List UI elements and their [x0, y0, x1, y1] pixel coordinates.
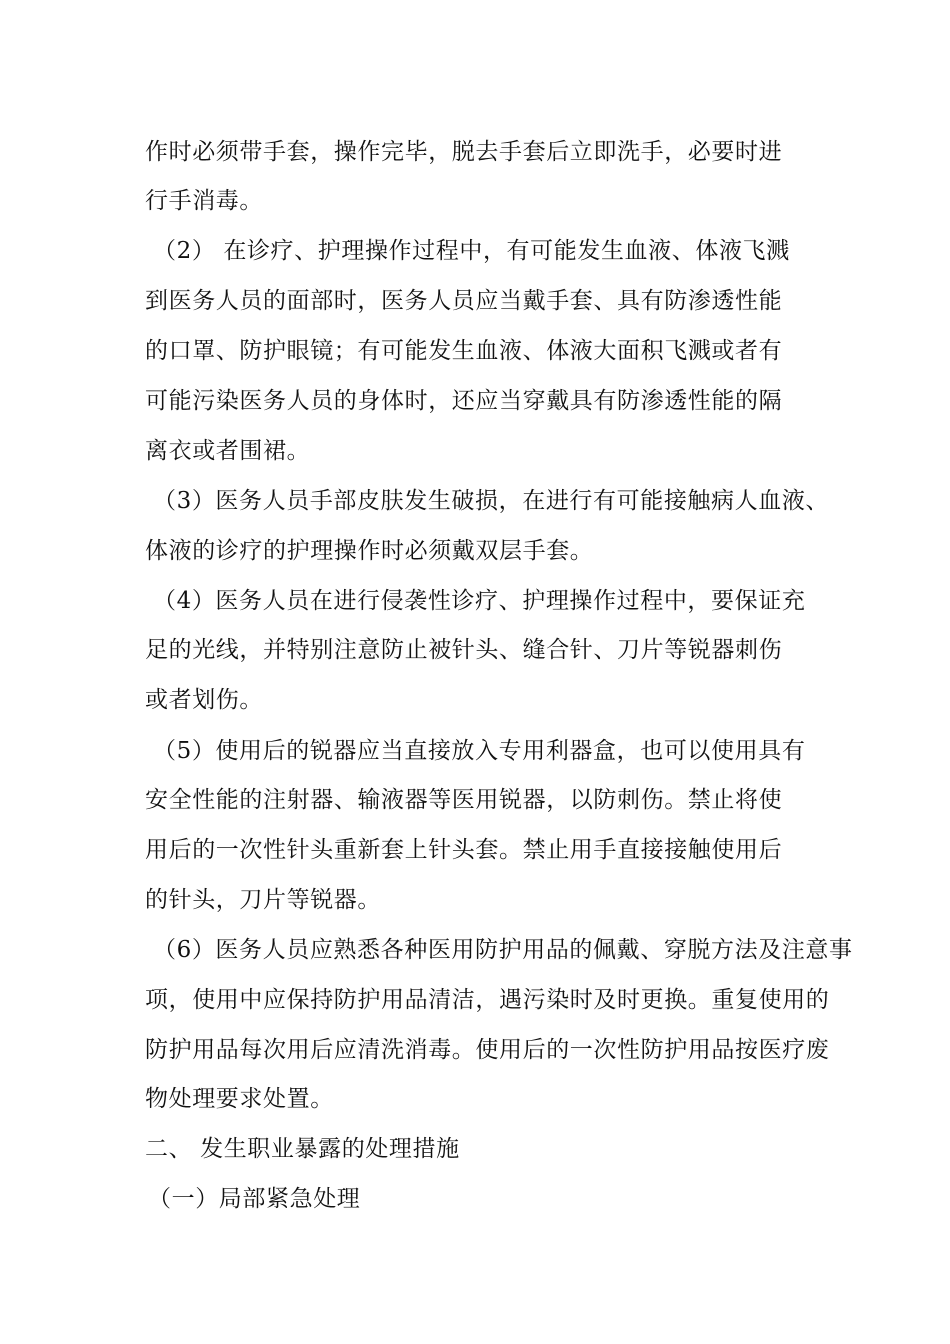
text-line: 物处理要求处置。 [145, 1086, 334, 1112]
text-line: 安全性能的注射器、输液器等医用锐器，以防刺伤。禁止将使 [145, 787, 783, 813]
text-line: 用后的一次性针头重新套上针头套。禁止用手直接接触使用后 [145, 837, 783, 863]
text-line: 的针头，刀片等锐器。 [145, 887, 381, 913]
text-line: 的口罩、防护眼镜；有可能发生血液、体液大面积飞溅或者有 [145, 338, 783, 364]
text-line: （4）医务人员在进行侵袭性诊疗、护理操作过程中，要保证充 [153, 588, 806, 614]
text-line: 作时必须带手套，操作完毕，脱去手套后立即洗手，必要时进 [145, 139, 783, 165]
section-heading: 二、 发生职业暴露的处理措施 [145, 1136, 460, 1162]
text-line: 足的光线，并特别注意防止被针头、缝合针、刀片等锐器刺伤 [145, 637, 783, 663]
text-line: （3）医务人员手部皮肤发生破损，在进行有可能接触病人血液、 [153, 488, 830, 514]
text-line: （5）使用后的锐器应当直接放入专用利器盒，也可以使用具有 [153, 738, 806, 764]
text-line: 可能污染医务人员的身体时，还应当穿戴具有防渗透性能的隔 [145, 388, 783, 414]
text-line: 体液的诊疗的护理操作时必须戴双层手套。 [145, 538, 594, 564]
text-line: 防护用品每次用后应清洗消毒。使用后的一次性防护用品按医疗废 [145, 1037, 830, 1063]
text-line: 离衣或者围裙。 [145, 438, 311, 464]
text-line: （2） 在诊疗、护理操作过程中，有可能发生血液、体液飞溅 [153, 238, 790, 264]
text-line: （6）医务人员应熟悉各种医用防护用品的佩戴、穿脱方法及注意事 [153, 937, 853, 963]
subsection-heading: （一）局部紧急处理 [148, 1186, 361, 1212]
text-line: 到医务人员的面部时，医务人员应当戴手套、具有防渗透性能 [145, 288, 783, 314]
text-line: 或者划伤。 [145, 687, 263, 713]
text-line: 行手消毒。 [145, 188, 263, 214]
text-line: 项，使用中应保持防护用品清洁，遇污染时及时更换。重复使用的 [145, 987, 830, 1013]
